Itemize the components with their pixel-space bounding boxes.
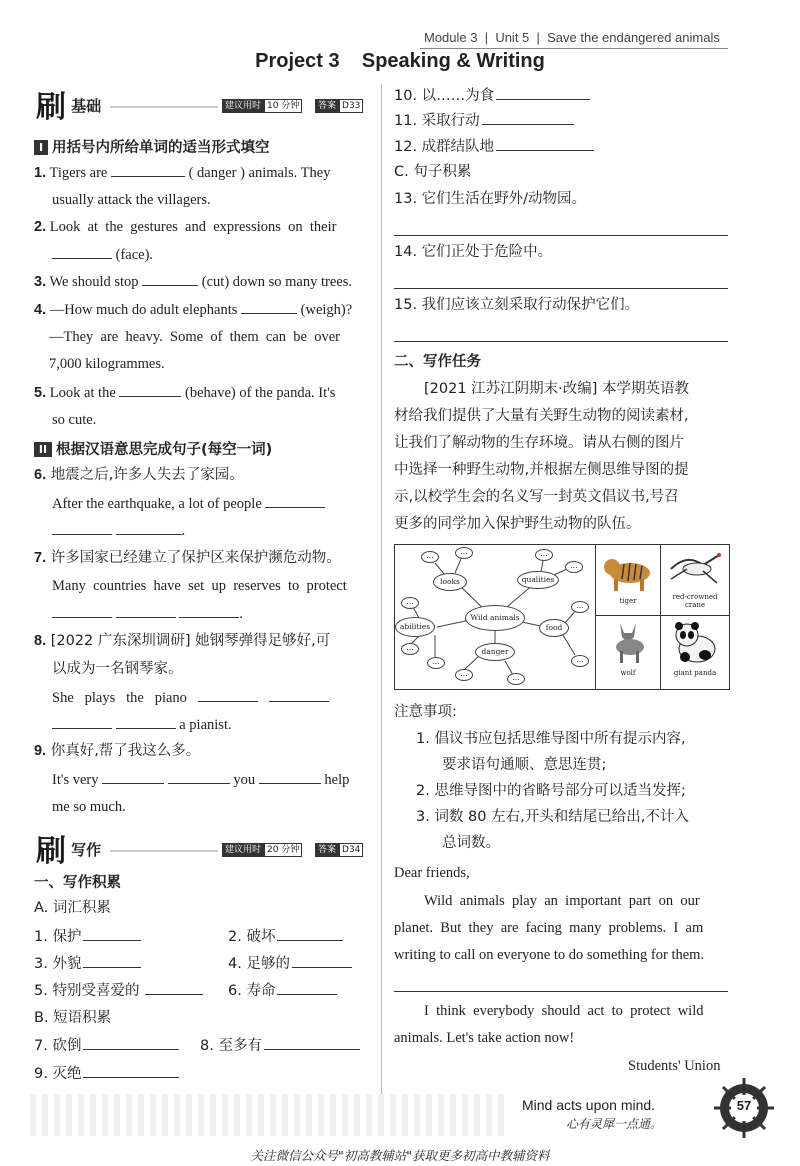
header-rule xyxy=(420,48,728,49)
phrase-item-text: 8. 至多有 xyxy=(200,1038,262,1054)
crane-icon xyxy=(667,549,723,589)
vocab-item-text: 5. 特别受喜爱的 xyxy=(34,983,140,999)
mind-map-ellipsis: ... xyxy=(565,561,583,573)
page-number: 57 xyxy=(736,1098,752,1113)
q6-english-text: After the earthquake, a lot of people xyxy=(52,496,262,512)
q8-chinese-1: [2022 广东深圳调研] 她钢琴弹得足够好,可 xyxy=(50,633,331,649)
section-writing-header xyxy=(36,826,101,870)
answer-page: D33 xyxy=(339,99,363,113)
q1-line2: usually attack the villagers. xyxy=(52,192,211,208)
figure-divider xyxy=(595,615,729,616)
q5-text-a: Look at the xyxy=(49,385,116,401)
notes-title: 注意事项: xyxy=(394,704,457,720)
phrase-item xyxy=(34,1063,179,1084)
q9-english xyxy=(52,769,349,790)
letter-ending-2: animals. Let's take action now! xyxy=(394,1030,575,1046)
q7-blank-3[interactable] xyxy=(179,603,239,618)
q4-line2: —They are heavy. Some of them can be over xyxy=(49,329,340,345)
q1-blank[interactable] xyxy=(111,162,185,177)
answer-line[interactable] xyxy=(394,340,728,342)
letter-greeting: Dear friends, xyxy=(394,865,470,881)
time-value-2: 20 分钟 xyxy=(264,843,302,857)
time-label-2: 建议用时 xyxy=(222,843,264,857)
q5-blank[interactable] xyxy=(119,382,181,397)
phrase-item-text: 11. 采取行动 xyxy=(394,113,480,129)
section-basic-title: 基础 xyxy=(71,97,102,115)
q1-text-a: Tigers are xyxy=(49,165,108,181)
vocab-blank[interactable] xyxy=(83,953,141,968)
letter-ending-1: I think everybody should act to protect wild xyxy=(424,1003,704,1019)
phrase-item-text: 7. 砍倒 xyxy=(34,1038,82,1054)
q3-number: 3. xyxy=(34,274,47,290)
q8-english-end: a pianist. xyxy=(179,717,232,733)
page-title: Project 3 Speaking & Writing xyxy=(255,50,545,72)
q9 xyxy=(34,741,200,761)
answer-label-2: 答案 xyxy=(315,843,339,857)
answer-page-2: D34 xyxy=(339,843,363,857)
vocab-item xyxy=(228,953,352,974)
mind-map-node-food: food xyxy=(539,619,569,637)
letter-body-3: writing to call on everyone to do something for them. xyxy=(394,947,705,963)
mind-map-ellipsis: ... xyxy=(571,601,589,613)
sentence-item: 13. 它们生活在野外/动物园。 xyxy=(394,191,587,207)
mind-map-node-looks: looks xyxy=(433,573,467,591)
mind-map-node-qualities: qualities xyxy=(517,571,559,589)
vocab-label: A. 词汇积累 xyxy=(34,900,111,916)
mind-map-ellipsis: ... xyxy=(421,551,439,563)
animal-label: wolf xyxy=(620,669,636,677)
mind-map-center: Wild animals xyxy=(465,605,525,631)
task-line-6: 更多的同学加入保护野生动物的队伍。 xyxy=(394,516,641,532)
q9-text-c: help xyxy=(324,772,350,788)
section-basic-header xyxy=(36,82,101,126)
animal-label: giant panda xyxy=(673,669,717,677)
writing-task-prompt xyxy=(394,376,730,538)
tiger-icon xyxy=(600,549,656,593)
q3-text-b: (cut) down so many trees. xyxy=(201,274,352,290)
letter-body-2: planet. But they are facing many problems. I am xyxy=(394,920,704,936)
q9-blank-2[interactable] xyxy=(168,769,230,784)
vocab-item xyxy=(34,953,141,974)
mind-map-ellipsis: ... xyxy=(455,669,473,681)
q2-blank[interactable] xyxy=(52,244,112,259)
vocab-blank[interactable] xyxy=(277,926,343,941)
vocab-blank[interactable] xyxy=(145,980,203,995)
q6-chinese: 地震之后,许多人失去了家园。 xyxy=(50,467,244,483)
animal-crane xyxy=(662,549,728,613)
vocab-item-text: 6. 寿命 xyxy=(228,983,276,999)
footer-banner: 关注微信公众号"初高教辅站"获取更多初高中教辅资料 xyxy=(250,1148,550,1163)
footer-pattern xyxy=(30,1094,510,1136)
q5-number: 5. xyxy=(34,385,47,401)
header-unit-title: Save the endangered animals xyxy=(547,30,720,45)
q3 xyxy=(34,271,352,292)
header: Module 3 | Unit 5 | Save the endangered animals xyxy=(424,30,720,45)
q6-number: 6. xyxy=(34,467,47,483)
header-module: Module 3 xyxy=(424,30,478,45)
q2-number: 2. xyxy=(34,219,47,235)
phrase-item xyxy=(394,136,594,157)
mind-map-ellipsis: ... xyxy=(535,549,553,561)
animal-wolf xyxy=(597,619,659,687)
vocab-item-text: 3. 外貌 xyxy=(34,956,82,972)
brush-glyph-2: 刷 xyxy=(36,834,66,869)
task-line-4: 中选择一种野生动物,并根据左侧思维导图的提 xyxy=(394,462,689,478)
phrase-blank[interactable] xyxy=(496,85,590,100)
phrase-item xyxy=(394,85,590,106)
vocab-blank[interactable] xyxy=(292,953,352,968)
vocab-item-text: 2. 破坏 xyxy=(228,929,276,945)
phrase-blank[interactable] xyxy=(83,1035,179,1050)
phrase-item xyxy=(200,1035,360,1056)
q8-blank-3[interactable] xyxy=(52,714,112,729)
vocab-item xyxy=(34,980,203,1001)
figure-divider xyxy=(595,545,596,689)
q6-english xyxy=(52,493,325,514)
mind-map-figure xyxy=(394,544,730,690)
q6-blank-1[interactable] xyxy=(265,493,325,508)
q2-line2 xyxy=(52,244,153,265)
note-1-cont: 要求语句通顺、意思连贯; xyxy=(442,757,607,773)
part-ii-title: 根据汉语意思完成句子(每空一词) xyxy=(56,442,273,458)
q1 xyxy=(34,162,370,183)
animal-panda xyxy=(662,619,728,687)
vocab-item-text: 1. 保护 xyxy=(34,929,82,945)
answer-label: 答案 xyxy=(315,99,339,113)
q9-text-b: you xyxy=(233,772,256,788)
q9-number: 9. xyxy=(34,743,47,759)
q7-blank-1[interactable] xyxy=(52,603,112,618)
part-ii-heading xyxy=(34,438,272,459)
task-line-2: 材给我们提供了大量有关野生动物的阅读素材, xyxy=(394,408,689,424)
writing-task-heading: 二、写作任务 xyxy=(394,354,481,370)
q7-blank-2[interactable] xyxy=(116,603,176,618)
note-3: 3. 词数 80 左右,开头和结尾已给出,不计入 xyxy=(416,809,689,825)
q7-chinese: 许多国家已经建立了保护区来保护濒危动物。 xyxy=(50,550,341,566)
q7-line2: . xyxy=(52,603,243,624)
q9-blank-1[interactable] xyxy=(102,769,164,784)
q8-blank-4[interactable] xyxy=(116,714,176,729)
phrase-item-text: 9. 灭绝 xyxy=(34,1066,82,1082)
vocab-blank[interactable] xyxy=(277,980,337,995)
vocab-item xyxy=(228,926,343,947)
phrase-blank[interactable] xyxy=(264,1035,360,1050)
q4-text-a: —How much do adult elephants xyxy=(49,302,238,318)
sentence-label: C. 句子积累 xyxy=(394,164,472,180)
section-basic-answer xyxy=(315,93,363,113)
part-i-title: 用括号内所给单词的适当形式填空 xyxy=(52,140,270,156)
sentence-item: 14. 它们正处于危险中。 xyxy=(394,244,553,260)
q4-blank[interactable] xyxy=(241,299,297,314)
q2 xyxy=(34,217,336,237)
q8 xyxy=(34,631,330,651)
q9-blank-3[interactable] xyxy=(259,769,321,784)
column-divider xyxy=(381,84,382,1094)
q2-text-b: (face). xyxy=(115,247,154,263)
header-unit: Unit 5 xyxy=(495,30,530,45)
task-line-1: [2021 江苏江阴期末·改编] 本学期英语教 xyxy=(424,381,690,397)
phrase-blank[interactable] xyxy=(482,110,574,125)
phrase-item xyxy=(34,1035,179,1056)
section-writing-time xyxy=(222,837,302,857)
animal-tiger xyxy=(597,549,659,613)
q6 xyxy=(34,465,244,485)
q9-text-a: It's very xyxy=(52,772,99,788)
q4 xyxy=(34,299,352,320)
animal-label: red-crowned crane xyxy=(672,593,718,609)
q5-line2: so cute. xyxy=(52,412,97,428)
q6-line2: . xyxy=(52,520,185,541)
q8-english xyxy=(52,687,329,708)
figure-divider xyxy=(660,545,661,689)
q6-blank-2[interactable] xyxy=(52,520,112,535)
q7-english: Many countries have set up reserves to protect xyxy=(52,578,347,594)
wolf-icon xyxy=(604,619,652,665)
mind-map-ellipsis: ... xyxy=(455,547,473,559)
task-line-3: 让我们了解动物的生存环境。请从右侧的图片 xyxy=(394,435,684,451)
answer-line[interactable] xyxy=(394,287,728,289)
q5-text-b: (behave) of the panda. It's xyxy=(185,385,336,401)
section-writing-rule xyxy=(110,850,218,852)
q9-chinese: 你真好,帮了我这么多。 xyxy=(50,743,201,759)
q4-number: 4. xyxy=(34,302,47,318)
q5 xyxy=(34,382,335,403)
mind-map-ellipsis: ... xyxy=(507,673,525,685)
animal-label: tiger xyxy=(619,597,637,605)
sentence-item: 15. 我们应该立刻采取行动保护它们。 xyxy=(394,297,640,313)
section-basic-time xyxy=(222,93,302,113)
phrase-item xyxy=(394,110,574,131)
notes-list xyxy=(394,726,734,856)
q7 xyxy=(34,548,341,568)
q3-text-a: We should stop xyxy=(49,274,139,290)
q8-blank-1[interactable] xyxy=(198,687,258,702)
phrase-item-text: 10. 以……为食 xyxy=(394,88,495,104)
time-label: 建议用时 xyxy=(222,99,264,113)
mind-map-ellipsis: ... xyxy=(571,655,589,667)
phrase-item-text: 12. 成群结队地 xyxy=(394,139,495,155)
q8-english-text: She plays the piano xyxy=(52,690,187,706)
section-writing-answer xyxy=(315,837,363,857)
q1-number: 1. xyxy=(34,165,47,181)
footer-motto: Mind acts upon mind. xyxy=(522,1097,656,1113)
vocab-item xyxy=(34,926,141,947)
mind-map-node-danger: danger xyxy=(475,643,515,661)
part-i-numeral: I xyxy=(34,140,48,155)
mind-map-ellipsis: ... xyxy=(427,657,445,669)
vocab-item-text: 4. 足够的 xyxy=(228,956,290,972)
q9-line2: me so much. xyxy=(52,799,126,815)
q4-text-b: (weigh)? xyxy=(300,302,353,318)
q8-line2 xyxy=(52,714,232,735)
brush-glyph: 刷 xyxy=(36,90,66,125)
phrase-label: B. 短语积累 xyxy=(34,1010,112,1026)
mind-map-node-abilities: abilities xyxy=(395,617,435,637)
writing-acc-heading: 一、写作积累 xyxy=(34,875,121,891)
q8-blank-2[interactable] xyxy=(269,687,329,702)
time-value: 10 分钟 xyxy=(264,99,302,113)
task-line-5: 示,以校学生会的名义写一封英文倡议书,号召 xyxy=(394,489,679,505)
q8-chinese-2: 以成为一名钢琴家。 xyxy=(52,661,183,677)
q8-number: 8. xyxy=(34,633,47,649)
vocab-item xyxy=(228,980,337,1001)
phrase-blank[interactable] xyxy=(496,136,594,151)
part-i-heading xyxy=(34,136,270,157)
panda-icon xyxy=(669,619,721,665)
footer-motto-cn: 心有灵犀一点通。 xyxy=(566,1117,663,1131)
mind-map-ellipsis: ... xyxy=(401,597,419,609)
q4-line3: 7,000 kilogrammes. xyxy=(49,356,165,372)
phrase-blank[interactable] xyxy=(83,1063,179,1078)
q6-blank-3[interactable] xyxy=(116,520,182,535)
vocab-blank[interactable] xyxy=(83,926,141,941)
part-ii-numeral: II xyxy=(34,442,52,457)
answer-line[interactable] xyxy=(394,234,728,236)
section-basic-rule xyxy=(110,106,218,108)
note-3-cont: 总词数。 xyxy=(442,835,500,851)
section-writing-title: 写作 xyxy=(71,841,102,859)
letter-answer-line[interactable] xyxy=(394,990,728,992)
note-2: 2. 思维导图中的省略号部分可以适当发挥; xyxy=(416,783,686,799)
q7-number: 7. xyxy=(34,550,47,566)
mind-map-ellipsis: ... xyxy=(401,643,419,655)
note-1: 1. 倡议书应包括思维导图中所有提示内容, xyxy=(416,731,686,747)
q1-text-b: ( danger ) animals. They xyxy=(188,165,331,181)
letter-body-1: Wild animals play an important part on our xyxy=(424,893,700,909)
letter-signature: Students' Union xyxy=(628,1058,721,1074)
q3-blank[interactable] xyxy=(142,271,198,286)
q2-text-a: Look at the gestures and expressions on their xyxy=(49,219,337,235)
